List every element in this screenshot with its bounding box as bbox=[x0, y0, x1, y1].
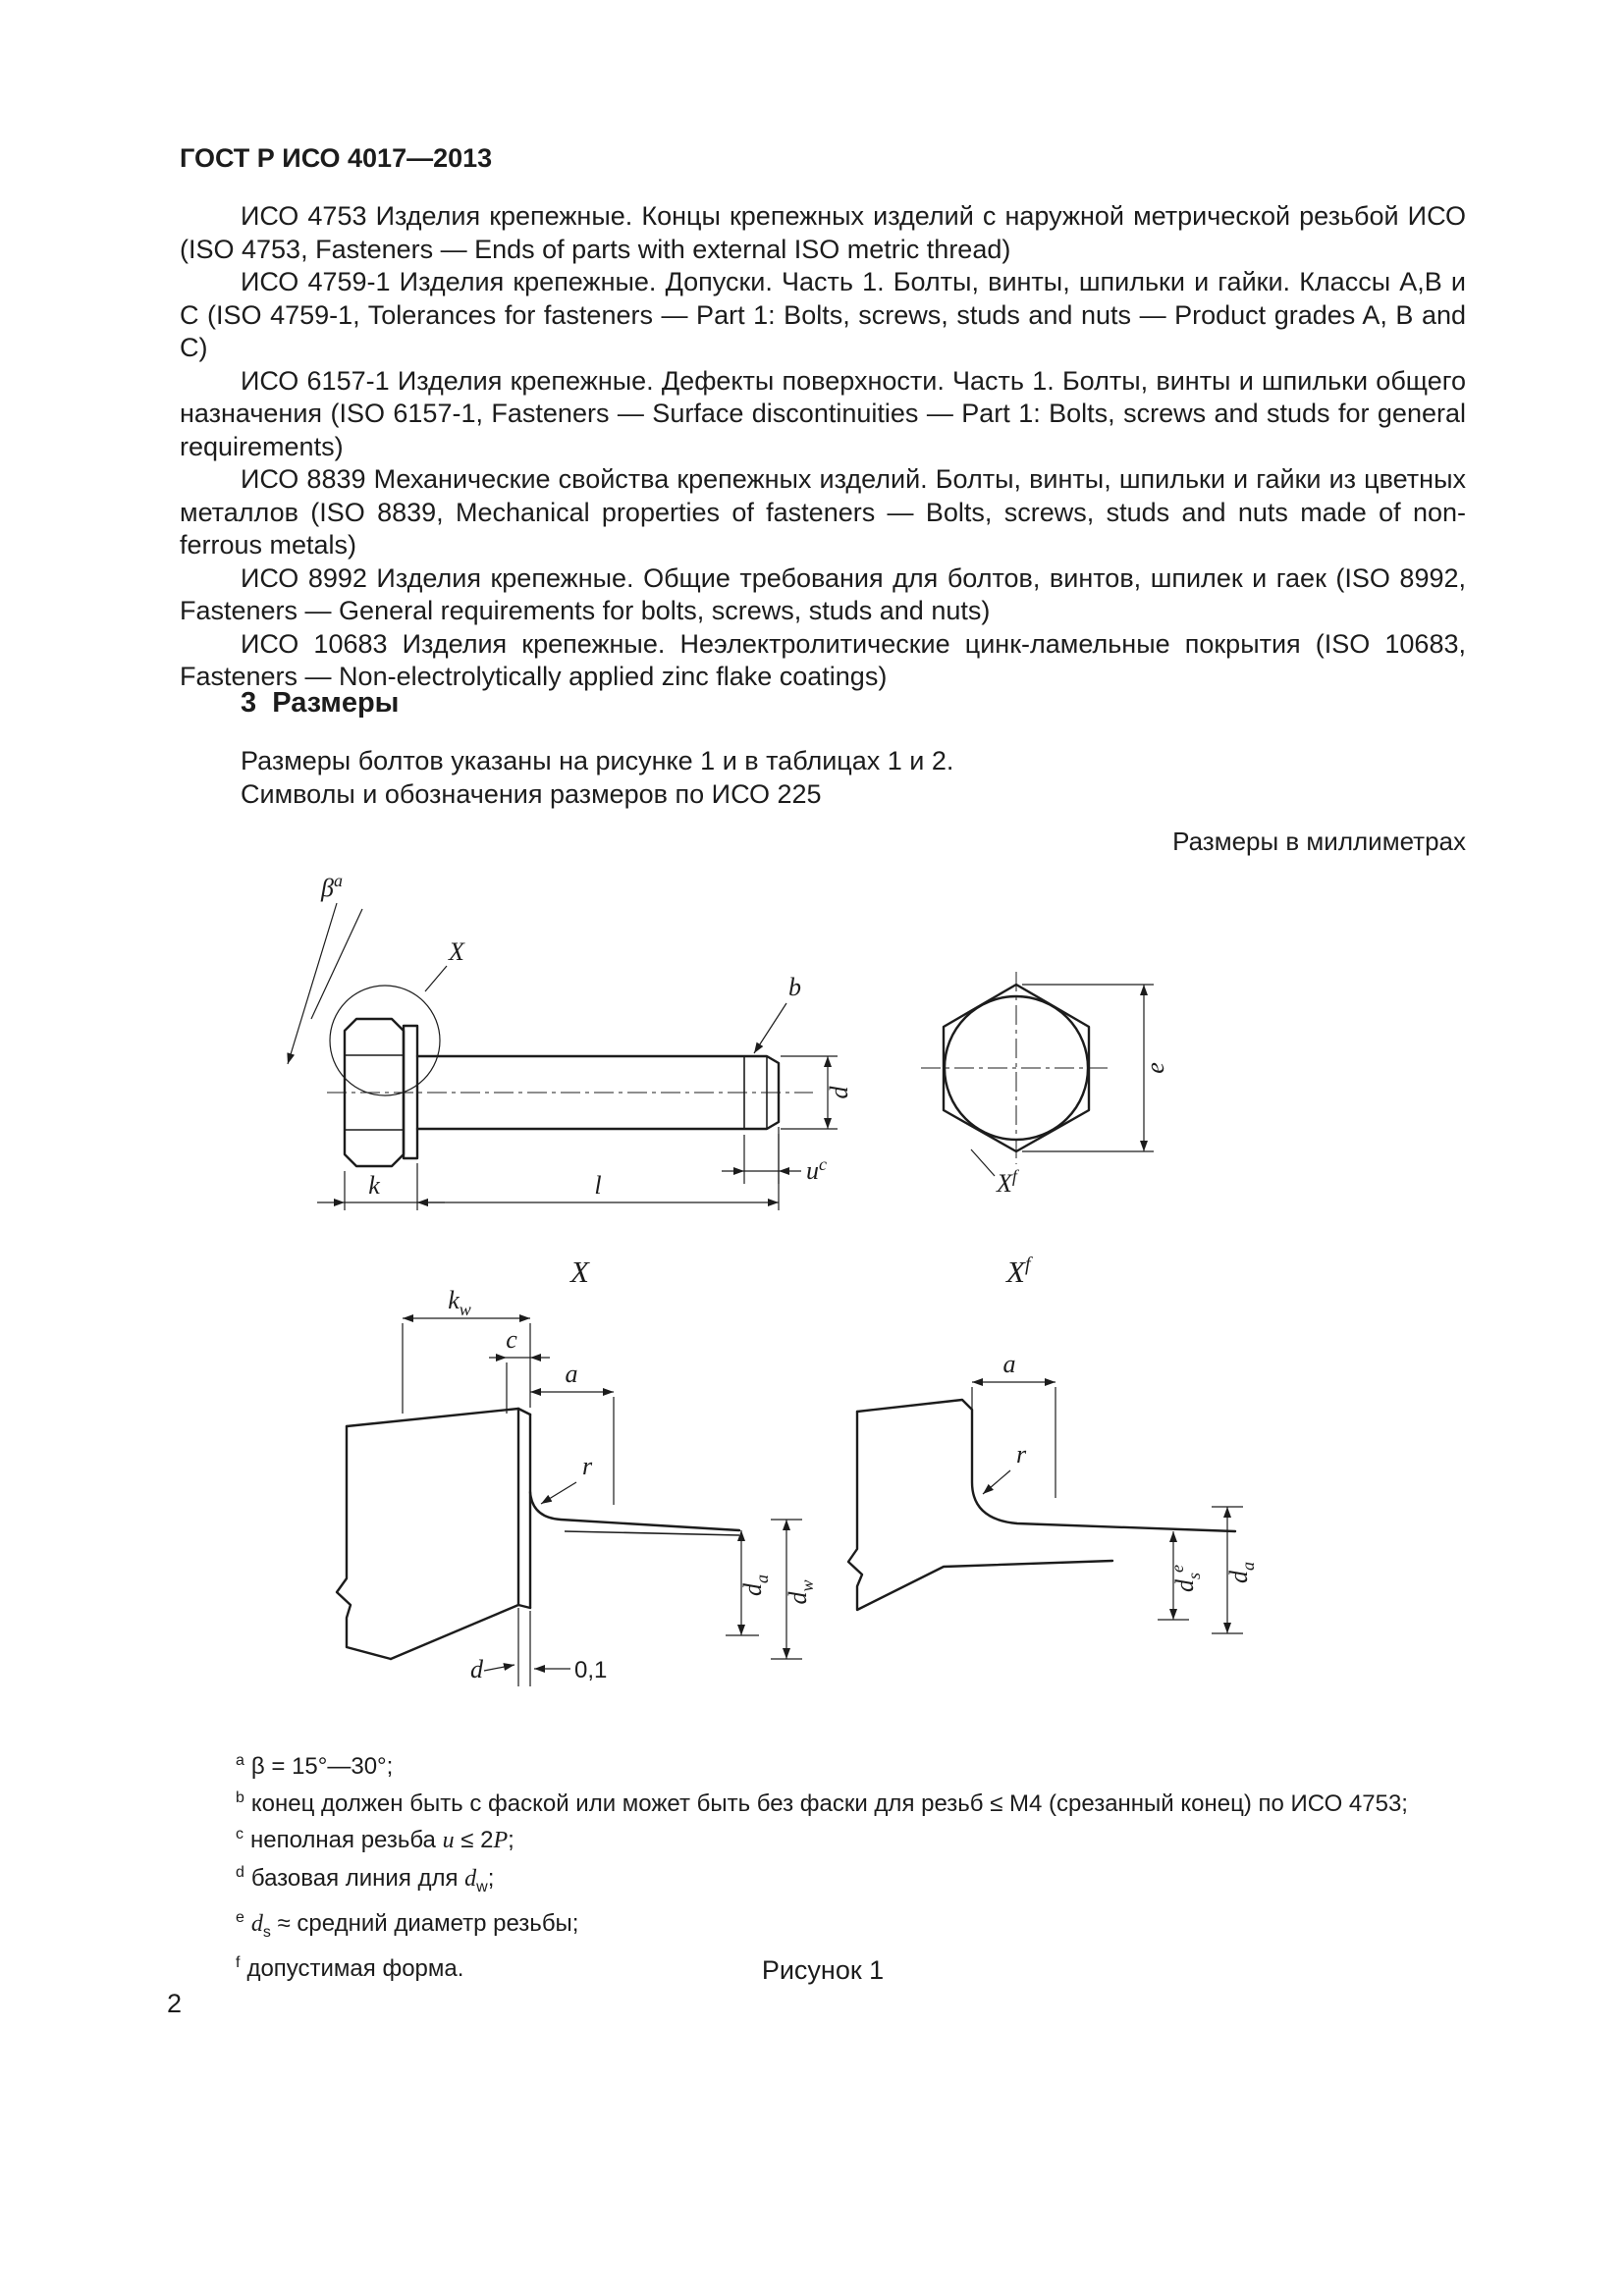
footnote-c: $^c$ неполная резьба u ≤ 2P; bbox=[236, 1826, 514, 1853]
page-number: 2 bbox=[167, 1989, 183, 2018]
label-dw: $d_w$ bbox=[784, 1579, 817, 1605]
section-title: 3 Размеры bbox=[241, 687, 400, 719]
label-a-left: a bbox=[565, 1360, 578, 1388]
head-fillet-profile bbox=[857, 1400, 1235, 1531]
figure-caption: Рисунок 1 bbox=[761, 1955, 885, 1985]
label-e: e bbox=[1141, 1062, 1169, 1074]
detail-xf-view bbox=[848, 1254, 1258, 1633]
head-top-edge bbox=[347, 1409, 530, 1426]
footnote-b: $^b$ конец должен быть с фаской или может быть без фаски для резьб ≤ М4 (срезанный конец) по ИСО 4753; bbox=[236, 1789, 1408, 1817]
label-detail-x-title: X bbox=[570, 1255, 589, 1289]
reference-paragraph: ИСО 10683 Изделия крепежные. Неэлектролитические цинк-ламельные покрытия (ISO 10683, Fasteners — Non-electrolytically applied zinc flake coatings) bbox=[180, 628, 1466, 691]
label-ds: $d_s^e$ bbox=[1167, 1564, 1204, 1593]
label-da-left: $d_a$ bbox=[738, 1575, 772, 1596]
head-lower-edge bbox=[848, 1412, 1112, 1610]
footnote-d: $^d$ базовая линия для $d_w$; bbox=[236, 1863, 495, 1896]
label-u: $u^c$ bbox=[806, 1154, 827, 1185]
label-xf-hex: $X^f$ bbox=[997, 1166, 1017, 1198]
reference-paragraph: ИСО 4753 Изделия крепежные. Концы крепежных изделий с наружной метрической резьбой ИСО (ISO 4753, Fasteners — Ends of parts with external ISO metric thread) bbox=[180, 201, 1466, 264]
reference-paragraph: ИСО 8839 Механические свойства крепежных изделий. Болты, винты, шпильки и гайки из цветных металлов (ISO 8839, Mechanical properties of fasteners — Bolts, screws, studs and nuts made of non-ferrous metals) bbox=[180, 464, 1466, 560]
reference-paragraph: ИСО 6157-1 Изделия крепежные. Дефекты поверхности. Часть 1. Болты, винты и шпильки общего назначения (ISO 6157-1, Fasteners — Surface discontinuities — Part 1: Bolts, screws and studs for general requirements) bbox=[180, 365, 1466, 461]
label-tolerance: 0,1 bbox=[574, 1657, 608, 1683]
head-break-edge bbox=[337, 1426, 391, 1659]
bolt-side-view bbox=[288, 871, 853, 1210]
body-line: Символы и обозначения размеров по ИСО 225 bbox=[241, 779, 822, 809]
label-beta-angle: $\beta^a$ bbox=[321, 871, 343, 902]
label-detail-x-marker: X bbox=[449, 937, 464, 966]
reference-paragraph: ИСО 4759-1 Изделия крепежные. Допуски. Часть 1. Болты, винты, шпильки и гайки. Классы А,В и С (ISO 4759-1, Tolerances for fasteners — Part 1: Bolts, screws, studs and nuts — Product grades A, B and C) bbox=[180, 267, 1466, 362]
label-d-diameter: d bbox=[825, 1086, 853, 1099]
label-da-right: $d_a$ bbox=[1224, 1562, 1258, 1583]
hex-end-view bbox=[921, 972, 1169, 1198]
label-r-left: r bbox=[582, 1452, 593, 1480]
label-d-baseline: d bbox=[470, 1655, 483, 1683]
underhead-fillet bbox=[530, 1492, 739, 1530]
footnotes-block bbox=[236, 1745, 1483, 1985]
footnote-e: $^e$ $d_s$ ≈ средний диаметр резьбы; bbox=[236, 1908, 579, 1941]
label-r-right: r bbox=[1016, 1440, 1027, 1468]
label-k: k bbox=[368, 1171, 380, 1200]
label-l: l bbox=[594, 1171, 602, 1200]
footnote-a: $^a$ β = 15°—30°; bbox=[236, 1752, 394, 1780]
label-kw: $k_w$ bbox=[448, 1286, 471, 1319]
label-c: c bbox=[506, 1325, 517, 1354]
detail-x-circle bbox=[330, 986, 440, 1095]
references-block bbox=[180, 200, 1466, 694]
units-note: Размеры в миллиметрах bbox=[1172, 827, 1466, 856]
label-detail-xf-title: $X^f$ bbox=[1006, 1254, 1031, 1289]
page-header: ГОСТ Р ИСО 4017—2013 bbox=[180, 143, 493, 173]
body-line: Размеры болтов указаны на рисунке 1 и в таблицах 1 и 2. bbox=[241, 746, 954, 775]
label-a-right: a bbox=[1002, 1350, 1016, 1378]
figure-1-drawing bbox=[180, 862, 1466, 1726]
detail-x-view bbox=[337, 1255, 817, 1686]
reference-paragraph: ИСО 8992 Изделия крепежные. Общие требования для болтов, винтов, шпилек и гаек (ISO 8992, Fasteners — General requirements for bolts, screws, studs and nuts) bbox=[180, 562, 1466, 625]
label-b: b bbox=[788, 973, 801, 1001]
footnote-f: $^f$ допустимая форма. bbox=[236, 1954, 464, 1983]
